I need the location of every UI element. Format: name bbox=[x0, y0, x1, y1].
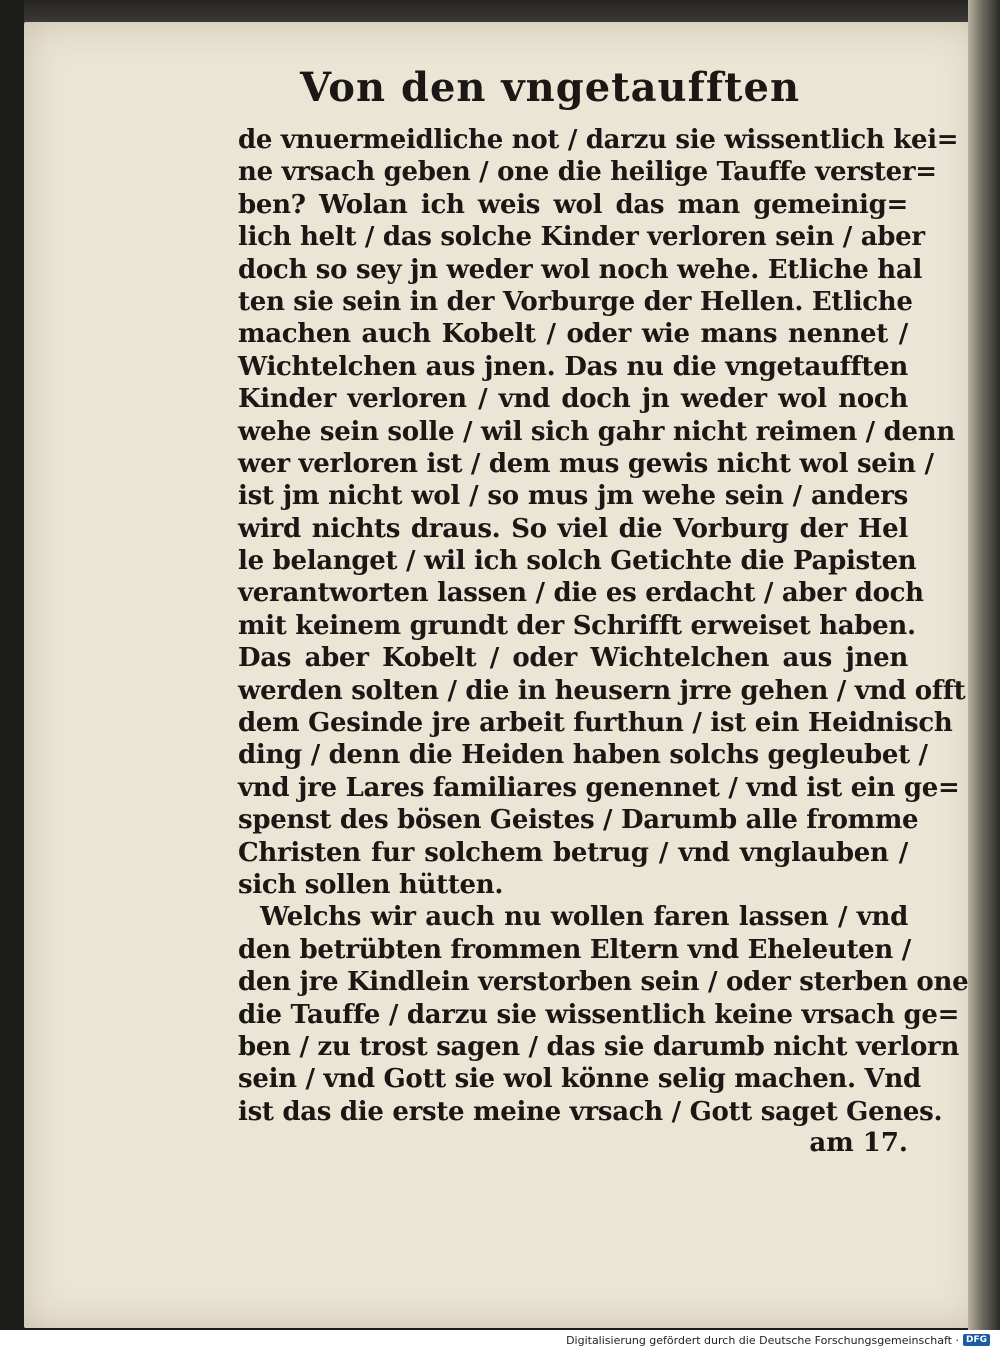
text-line: Wichtelchen aus jnen. Das nu die vngetaufften bbox=[238, 351, 908, 382]
text-line: de vnuermeidliche not / darzu sie wissentlich kei= bbox=[238, 125, 959, 155]
text-line: wird nichts draus. So viel die Vorburg der Hel bbox=[238, 513, 908, 544]
footer-bar bbox=[0, 1330, 1000, 1350]
funding-credit: Digitalisierung gefördert durch die Deutsche Forschungsgemeinschaft · bbox=[566, 1333, 959, 1347]
text-line: verantworten lassen / die es erdacht / aber doch bbox=[238, 578, 924, 609]
text-line: sich sollen hütten. bbox=[238, 869, 504, 900]
text-line: sein / vnd Gott sie wol könne selig machen. Vnd bbox=[238, 1064, 921, 1095]
text-line: ist das die erste meine vrsach / Gott saget Genes. bbox=[238, 1096, 943, 1127]
text-line: werden solten / die in heusern jrre gehen / vnd offt bbox=[238, 675, 966, 706]
text-line: dem Gesinde jre arbeit furthun / ist ein Heidnisch bbox=[238, 708, 953, 739]
text-line: die Tauffe / darzu sie wissentlich keine vrsach ge= bbox=[238, 999, 960, 1030]
text-line: vnd jre Lares familiares genennet / vnd ist ein ge= bbox=[238, 772, 960, 803]
text-line: le belanget / wil ich solch Getichte die Papisten bbox=[238, 546, 917, 577]
catchword: am 17. bbox=[809, 1128, 908, 1158]
text-line: mit keinem grundt der Schrifft erweiset haben. bbox=[238, 610, 916, 641]
book-edge-top bbox=[24, 0, 980, 22]
text-line: ne vrsach geben / one die heilige Tauffe verster= bbox=[238, 157, 937, 188]
text-line: doch so sey jn weder wol noch wehe. Etliche hal bbox=[238, 254, 923, 285]
body-text bbox=[238, 124, 969, 1128]
book-edge-right bbox=[968, 0, 1000, 1330]
text-line: Welchs wir auch nu wollen faren lassen / vnd bbox=[260, 902, 908, 933]
text-line: machen auch Kobelt / oder wie mans nennet / bbox=[238, 319, 908, 350]
text-line: lich helt / das solche Kinder verloren sein / aber bbox=[238, 222, 925, 253]
text-line: den jre Kindlein verstorben sein / oder sterben one bbox=[238, 967, 969, 998]
text-line: spenst des bösen Geistes / Darumb alle fromme bbox=[238, 805, 919, 836]
text-line: Das aber Kobelt / oder Wichtelchen aus jnen bbox=[238, 643, 908, 674]
dfg-logo: DFG bbox=[963, 1334, 990, 1346]
text-line: ben / zu trost sagen / das sie darumb nicht verlorn bbox=[238, 1031, 960, 1062]
text-line: ding / denn die Heiden haben solchs gegleubet / bbox=[238, 740, 928, 771]
text-line: den betrübten frommen Eltern vnd Eheleuten / bbox=[238, 934, 911, 965]
text-line: ist jm nicht wol / so mus jm wehe sein / anders bbox=[238, 481, 908, 512]
text-line: Christen fur solchem betrug / vnd vnglauben / bbox=[238, 837, 908, 868]
running-head: Von den vngetaufften bbox=[299, 64, 801, 111]
text-line: ten sie sein in der Vorburge der Hellen. Etliche bbox=[238, 286, 913, 317]
text-line: ben? Wolan ich weis wol das man gemeinig= bbox=[238, 189, 908, 220]
text-line: wer verloren ist / dem mus gewis nicht wol sein / bbox=[238, 448, 934, 479]
text-line: wehe sein solle / wil sich gahr nicht reimen / denn bbox=[238, 416, 955, 447]
text-line: Kinder verloren / vnd doch jn weder wol noch bbox=[238, 384, 908, 415]
